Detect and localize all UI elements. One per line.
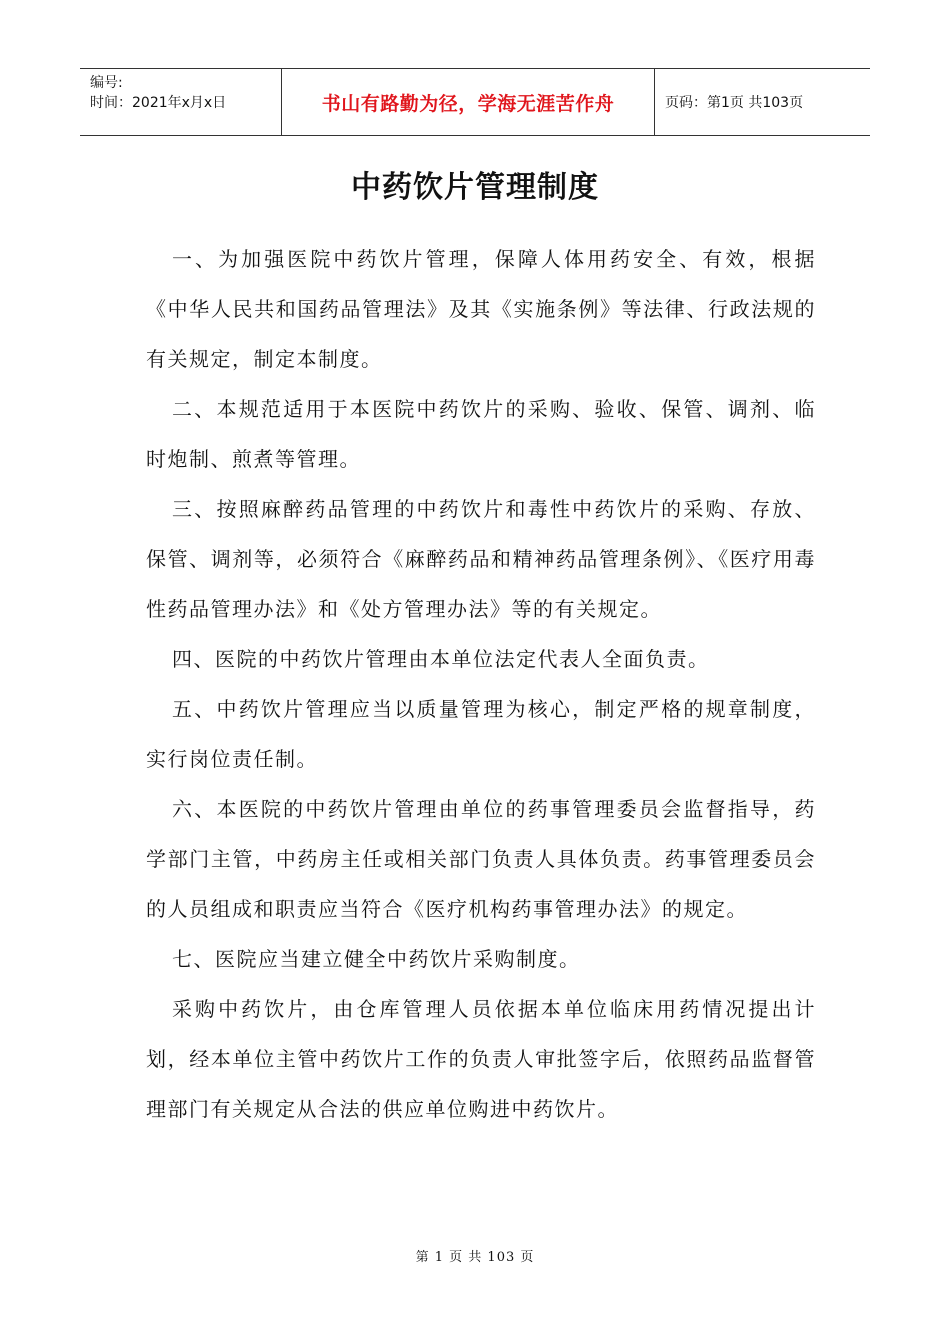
paragraph: 三、按照麻醉药品管理的中药饮片和毒性中药饮片的采购、存放、保管、调剂等，必须符合《麻醉药品和精神药品管理条例》、《医疗用毒性药品管理办法》和《处方管理办法》等的有关规定。 xyxy=(146,497,816,621)
paragraph: 四、医院的中药饮片管理由本单位法定代表人全面负责。 xyxy=(172,647,710,671)
header-motto xyxy=(282,69,655,135)
document-title: 中药饮片管理制度 xyxy=(351,170,599,205)
document-header xyxy=(80,68,870,136)
header-page-info xyxy=(655,69,870,135)
motto-text: 书山有路勤为径，学海无涯苦作舟 xyxy=(321,92,615,115)
page-info-text: 页码：第1页 共103页 xyxy=(665,95,804,111)
date-label: 时间：2021年x月x日 xyxy=(90,95,227,111)
paragraph: 七、医院应当建立健全中药饮片采购制度。 xyxy=(172,947,581,971)
paragraph: 一、为加强医院中药饮片管理，保障人体用药安全、有效，根据《中华人民共和国药品管理法》及其《实施条例》等法律、行政法规的有关规定，制定本制度。 xyxy=(146,247,816,371)
paragraph: 五、中药饮片管理应当以质量管理为核心，制定严格的规章制度，实行岗位责任制。 xyxy=(146,697,816,771)
paragraph: 二、本规范适用于本医院中药饮片的采购、验收、保管、调剂、临时炮制、煎煮等管理。 xyxy=(146,397,816,471)
header-meta xyxy=(80,69,282,135)
document-body xyxy=(146,234,816,1134)
paragraph: 六、本医院的中药饮片管理由单位的药事管理委员会监督指导，药学部门主管，中药房主任或相关部门负责人具体负责。药事管理委员会的人员组成和职责应当符合《医疗机构药事管理办法》的规定。 xyxy=(146,797,816,921)
number-label: 编号: xyxy=(90,75,123,91)
paragraph: 采购中药饮片，由仓库管理人员依据本单位临床用药情况提出计划，经本单位主管中药饮片工作的负责人审批签字后，依照药品监督管理部门有关规定从合法的供应单位购进中药饮片。 xyxy=(146,997,816,1121)
page-footer: 第 1 页 共 103 页 xyxy=(415,1250,535,1265)
